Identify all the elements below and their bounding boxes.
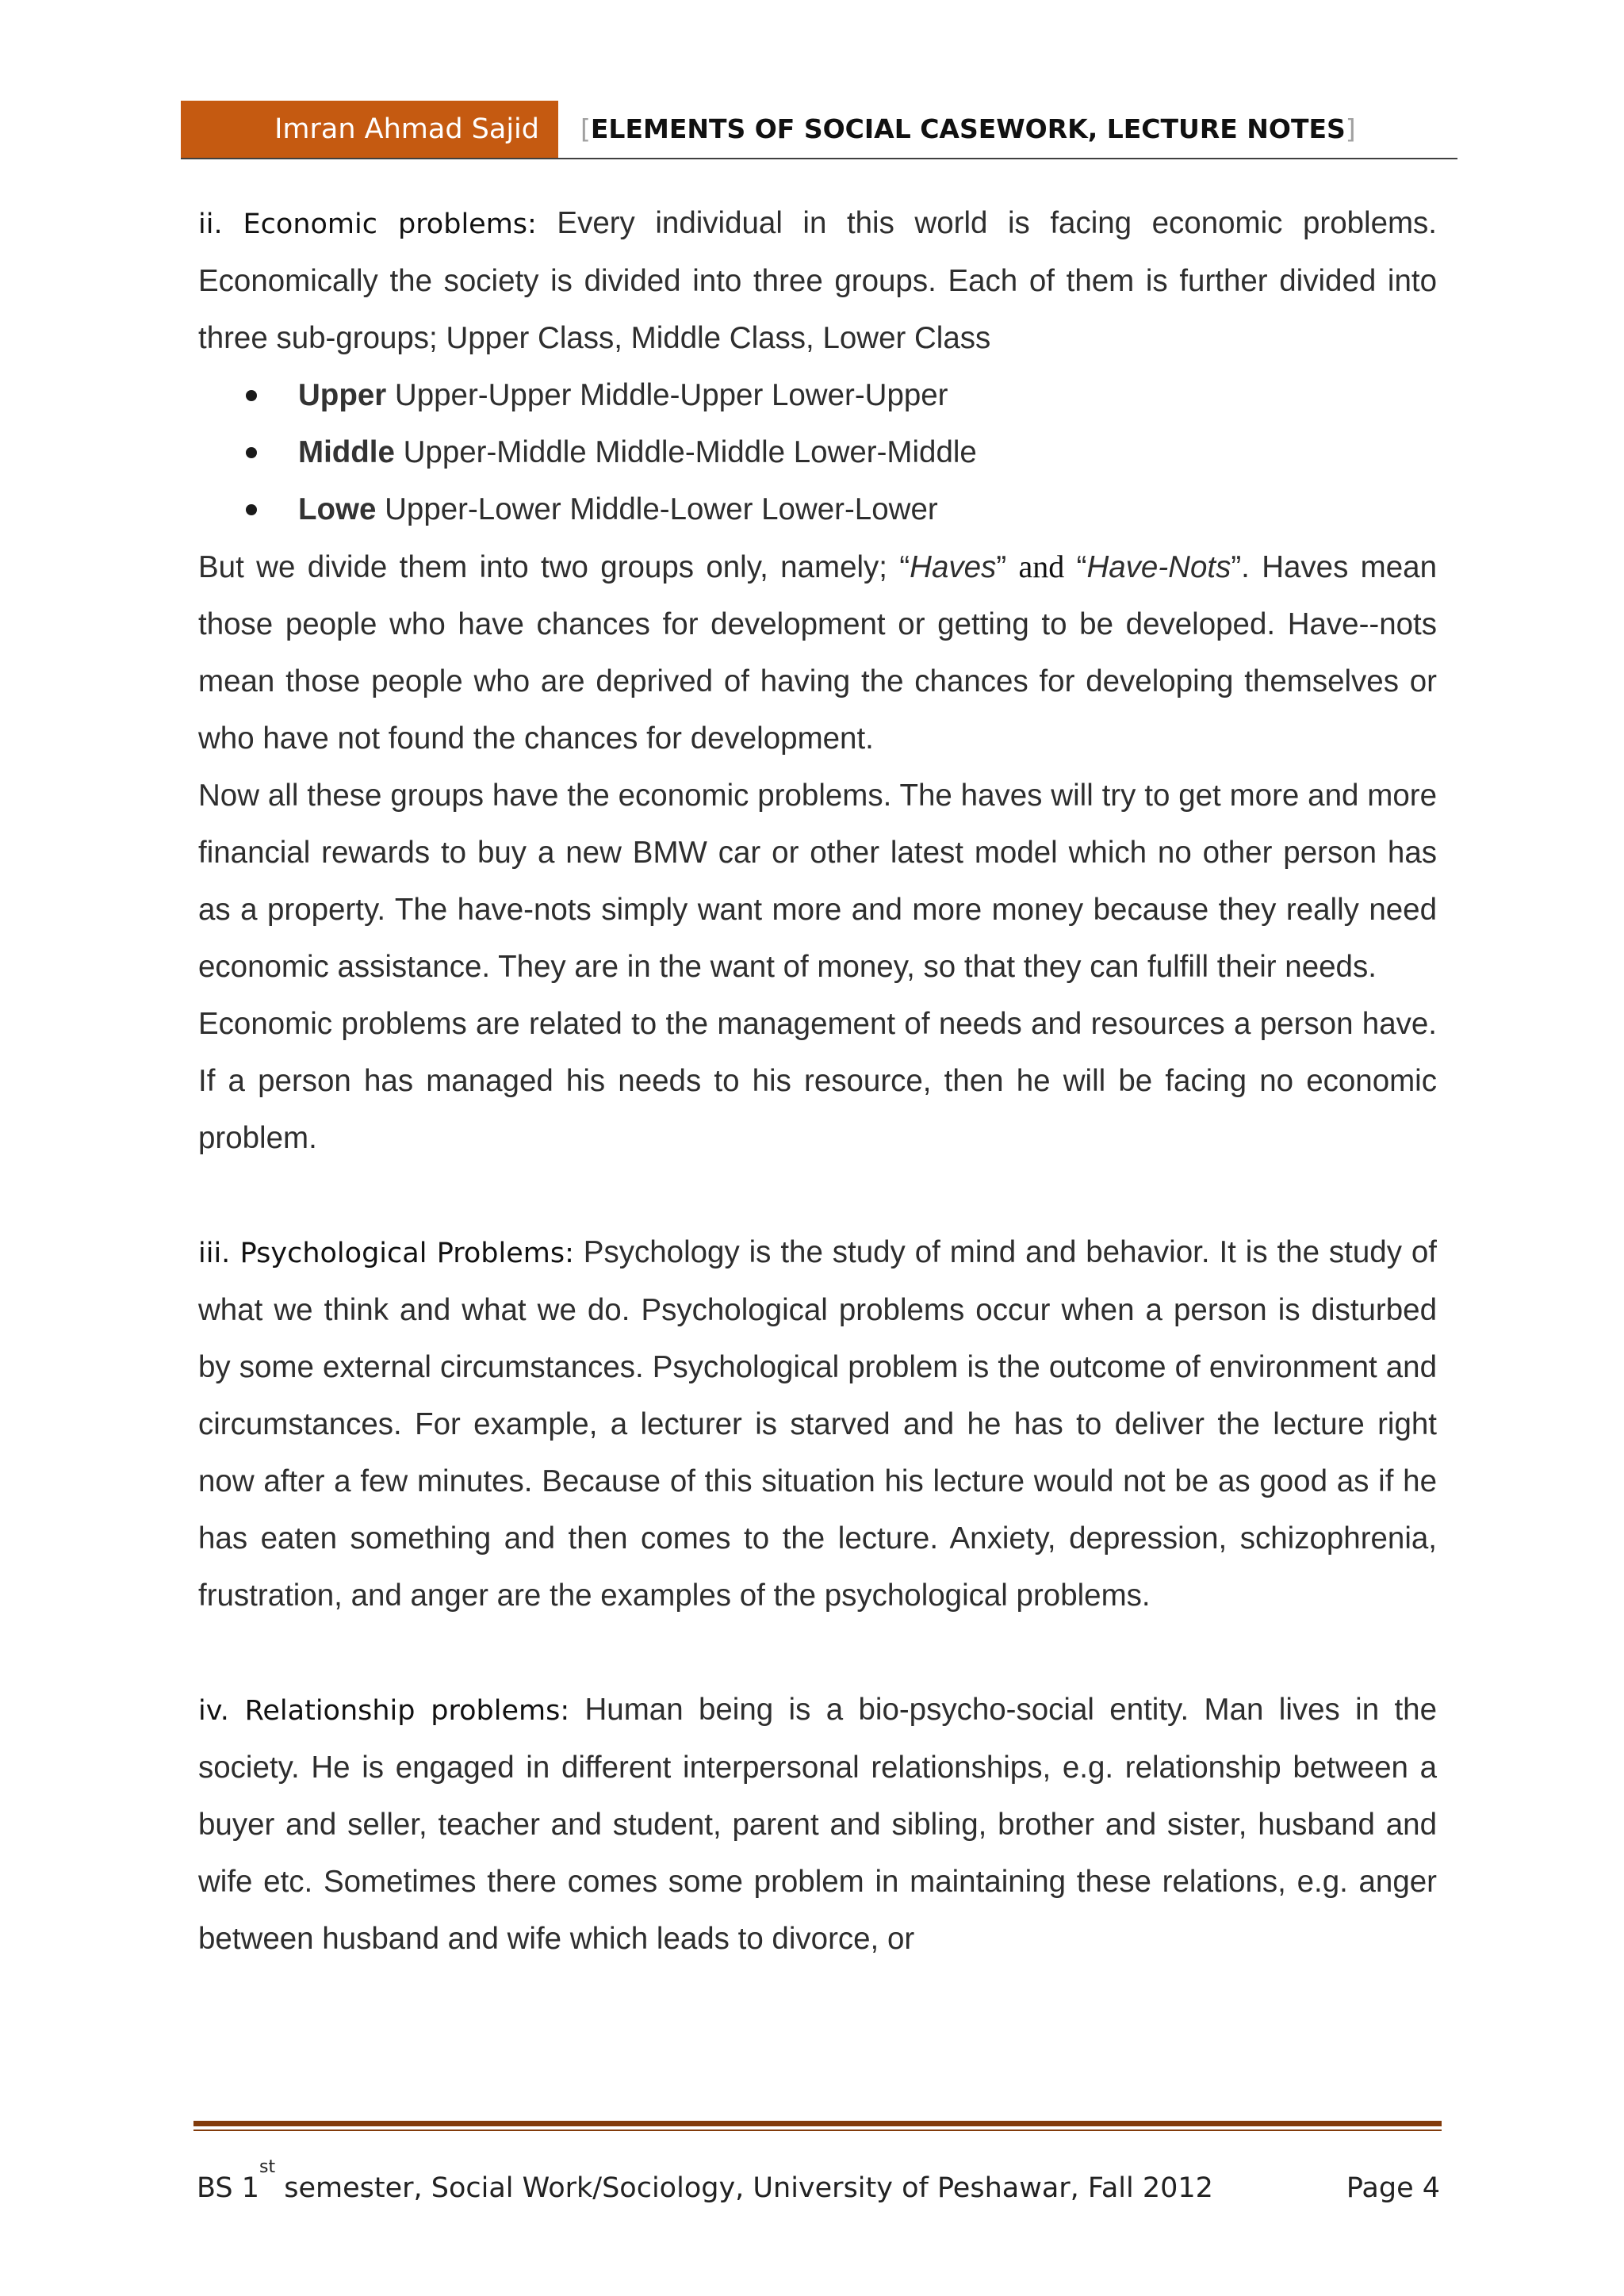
footer-course-info	[197, 2157, 1213, 2204]
psychological-paragraph	[198, 1224, 1437, 1624]
list-item	[198, 481, 1437, 538]
economic-intro-text: Every individual in this world is facing economic problems. Economically the society is divided into three groups. Each of them is further divided into three sub-groups; Upper Class, Middle Class, Lower Class	[198, 206, 1437, 355]
footer-rule-thin	[193, 2130, 1442, 2131]
page-number: Page 4	[1346, 2172, 1440, 2204]
haves-text-a: But we divide them into two groups only, namely; “	[198, 550, 910, 584]
haves-text-b: ”	[996, 550, 1019, 584]
header-title	[580, 101, 1356, 158]
bullet-label: Middle	[298, 435, 395, 469]
bullet-text: Upper-Lower Middle-Lower Lower-Lower	[376, 492, 938, 526]
relationship-text: Human being is a bio-psycho-social entity. Man lives in the society. He is engaged in different interpersonal relationships, e.g. relationship between a buyer and seller, teacher and student, parent and sibling, brother and sister, husband and wife etc. Sometimes there comes some problem in maintaining these relations, e.g. anger between husband and wife which leads to divorce, or	[198, 1693, 1438, 1956]
psychological-text: Psychology is the study of mind and behavior. It is the study of what we think and what we do. Psychological problems occur when a person is disturbed by some external circumstances. Psychological problem is the outcome of environment and circumstances. For example, a lecturer is starved and he has to deliver the lecture right now after a few minutes. Because of this situation his lecture would not be as good as if he has eaten something and then comes to the lecture. Anxiety, depression, schizophrenia, frustration, and anger are the examples of the psychological problems.	[198, 1235, 1437, 1613]
bullet-icon	[246, 447, 257, 458]
haves-paragraph	[198, 538, 1437, 767]
bullet-icon	[246, 504, 257, 515]
haves-text-d: ”. Haves mean those people who have chances for development or getting to be developed. Have--nots mean those people who are deprived of having the chances for developing themselves or who have not found the chances for development.	[198, 550, 1437, 756]
page-header	[181, 101, 1457, 159]
havenots-term: Have-Nots	[1086, 550, 1231, 584]
economic-groups-paragraph: Now all these groups have the economic problems. The haves will try to get more and more financial rewards to buy a new BMW car or other latest model which no other person has as a property. The have-nots simply want more and more money because they really need economic assistance. They are in the want of money, so that they can fulfill their needs.	[198, 779, 1437, 984]
haves-text-c: “	[1064, 550, 1087, 584]
haves-term: Haves	[910, 550, 997, 584]
bullet-text: Upper-Middle Middle-Middle Lower-Middle	[394, 435, 977, 469]
psychological-heading: iii. Psychological Problems:	[198, 1238, 574, 1269]
footer-course-prefix: BS 1	[197, 2172, 260, 2204]
bullet-label: Upper	[298, 378, 387, 412]
class-bullet-list	[198, 367, 1437, 538]
header-title-text: ELEMENTS OF SOCIAL CASEWORK, LECTURE NOTES	[590, 113, 1346, 144]
bullet-label: Lowe	[298, 492, 377, 526]
list-item	[198, 367, 1437, 424]
economic-intro-paragraph	[198, 195, 1437, 367]
footer-rule	[193, 2121, 1442, 2126]
list-item	[198, 424, 1437, 481]
economic-definition-paragraph: Economic problems are related to the management of needs and resources a person have. If a person has managed his needs to his resource, then he will be facing no economic problem.	[198, 1007, 1437, 1155]
document-body	[198, 195, 1437, 1968]
header-bracket-close: ]	[1345, 113, 1356, 144]
header-author: Imran Ahmad Sajid	[181, 101, 558, 158]
relationship-paragraph	[198, 1682, 1437, 1968]
bullet-icon	[246, 390, 257, 401]
header-bracket-open: [	[580, 113, 591, 144]
relationship-heading: iv. Relationship problems:	[198, 1695, 570, 1727]
and-word: and	[1018, 549, 1065, 584]
footer-course-sup: st	[259, 2157, 276, 2177]
bullet-text: Upper-Upper Middle-Upper Lower-Upper	[386, 378, 948, 412]
header-rule	[181, 158, 1457, 159]
footer-course-rest: semester, Social Work/Sociology, University of Peshawar, Fall 2012	[275, 2172, 1213, 2204]
economic-heading: ii. Economic problems:	[198, 209, 537, 240]
